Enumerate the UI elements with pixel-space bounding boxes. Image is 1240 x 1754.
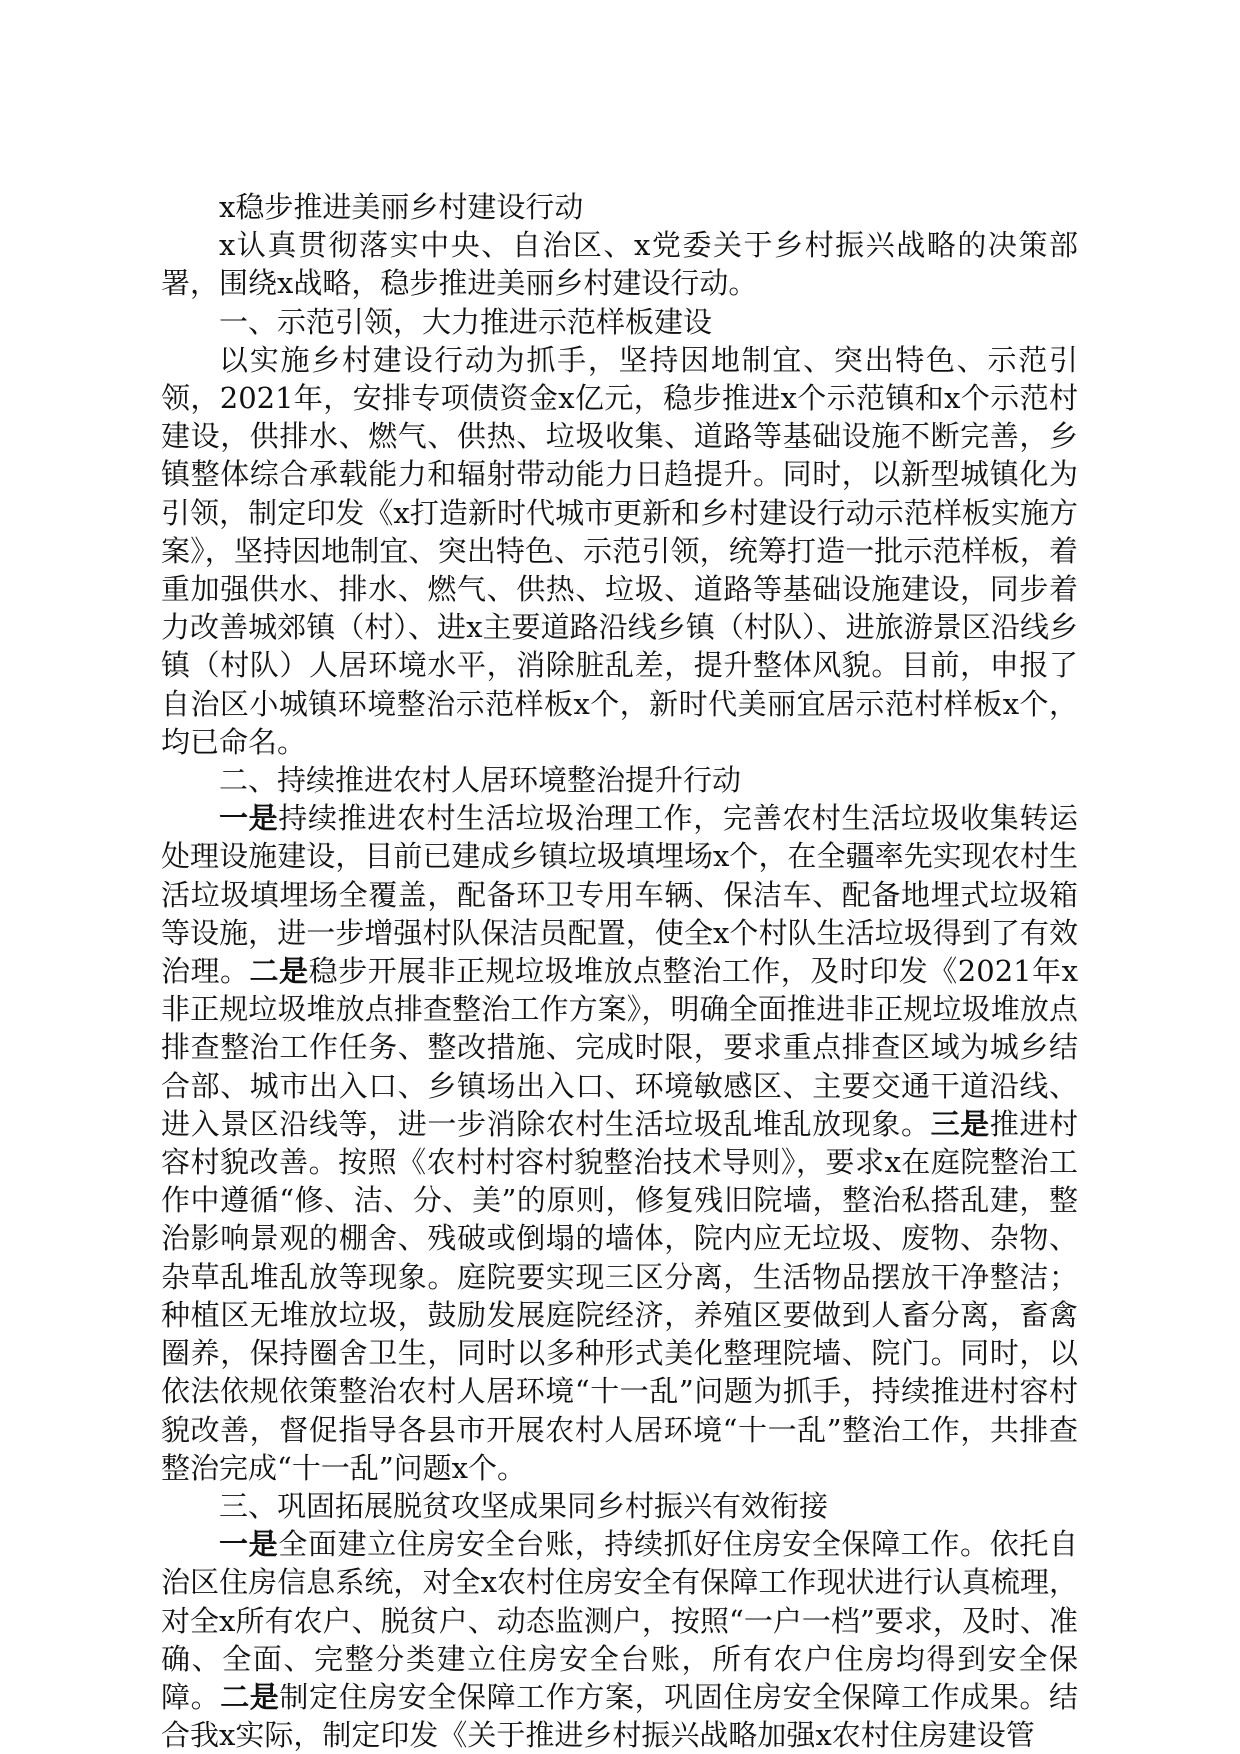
document-page	[161, 188, 1078, 1754]
point-lead: 三是	[930, 1106, 990, 1141]
document-title: x稳步推进美丽乡村建设行动	[219, 190, 584, 224]
point-text: 持续推进农村生活垃圾治理工作，完善农村生活垃圾收集转运处理设施建设，目前已建成乡镇垃圾填埋场x个，在全疆率先实现农村生活垃圾填埋场全覆盖，配备环卫专用车辆、保洁车、配备地埋式垃圾箱等设施，进一步增强村队保洁员配置，使全x个村队生活垃圾得到了有效治理。	[161, 801, 1078, 989]
section-2-heading: 二、持续推进农村人居环境整治提升行动	[219, 763, 742, 798]
point-text: 推进村容村貌改善。按照《农村村容村貌整治技术导则》，要求x在庭院整治工作中遵循“修、洁、分、美”的原则，修复残旧院墙，整治私搭乱建，整治影响景观的棚舍、残破或倒塌的墙体，院内应无垃圾、废物、杂物、杂草乱堆乱放等现象。庭院要实现三区分离，生活物品摆放干净整洁；种植区无堆放垃圾，鼓励发展庭院经济，养殖区要做到人畜分离，畜禽圈养，保持圈舍卫生，同时以多种形式美化整理院墙、院门。同时，以依法依规依策整治农村人居环境“十一乱”问题为抓手，持续推进村容村貌改善，督促指导各县市开展农村人居环境“十一乱”整治工作，共排查整治完成“十一乱”问题x个。	[161, 1106, 1078, 1485]
section-2-paragraph	[161, 799, 1078, 1487]
section-1-heading: 一、示范引领，大力推进示范样板建设	[219, 304, 713, 339]
section-3-heading: 三、巩固拓展脱贫攻坚成果同乡村振兴有效衔接	[219, 1488, 829, 1523]
point-lead: 二是	[249, 954, 309, 989]
point-lead: 一是	[219, 801, 279, 836]
point-text: 全面建立住房安全台账，持续抓好住房安全保障工作。依托自治区住房信息系统，对全x农村住房安全有保障工作现状进行认真梳理，对全x所有农户、脱贫户、动态监测户，按照“一户一档”要求，及时、准确、全面、完整分类建立住房安全台账，所有农户住房均得到安全保障。	[161, 1527, 1078, 1714]
point-lead: 二是	[220, 1679, 280, 1714]
intro-paragraph: x认真贯彻落实中央、自治区、x党委关于乡村振兴战略的决策部署，围绕x战略，稳步推进美丽乡村建设行动。	[161, 228, 1078, 301]
point-text: 稳步开展非正规垃圾堆放点整治工作，及时印发《2021年x非正规垃圾堆放点排查整治工作方案》，明确全面推进非正规垃圾堆放点排查整治工作任务、整改措施、完成时限，要求重点排查区域为城乡结合部、城市出入口、乡镇场出入口、环境敏感区、主要交通干道沿线、进入景区沿线等，进一步消除农村生活垃圾乱堆乱放现象。	[161, 954, 1078, 1141]
point-text: 制定住房安全保障工作方案，巩固住房安全保障工作成果。结合我x实际，制定印发《关于推进乡村振兴战略加强x农村住房建设管	[161, 1679, 1078, 1753]
section-3-paragraph	[161, 1525, 1078, 1754]
point-lead: 一是	[219, 1527, 279, 1562]
section-1-paragraph: 以实施乡村建设行动为抓手，坚持因地制宜、突出特色、示范引领，2021年，安排专项债资金x亿元，稳步推进x个示范镇和x个示范村建设，供排水、燃气、供热、垃圾收集、道路等基础设施不断完善，乡镇整体综合承载能力和辐射带动能力日趋提升。同时，以新型城镇化为引领，制定印发《x打造新时代城市更新和乡村建设行动示范样板实施方案》，坚持因地制宜、突出特色、示范引领，统筹打造一批示范样板，着重加强供水、排水、燃气、供热、垃圾、道路等基础设施建设，同步着力改善城郊镇（村）、进x主要道路沿线乡镇（村队）、进旅游景区沿线乡镇（村队）人居环境水平，消除脏乱差，提升整体风貌。目前，申报了自治区小城镇环境整治示范样板x个，新时代美丽宜居示范村样板x个，均已命名。	[161, 342, 1078, 759]
